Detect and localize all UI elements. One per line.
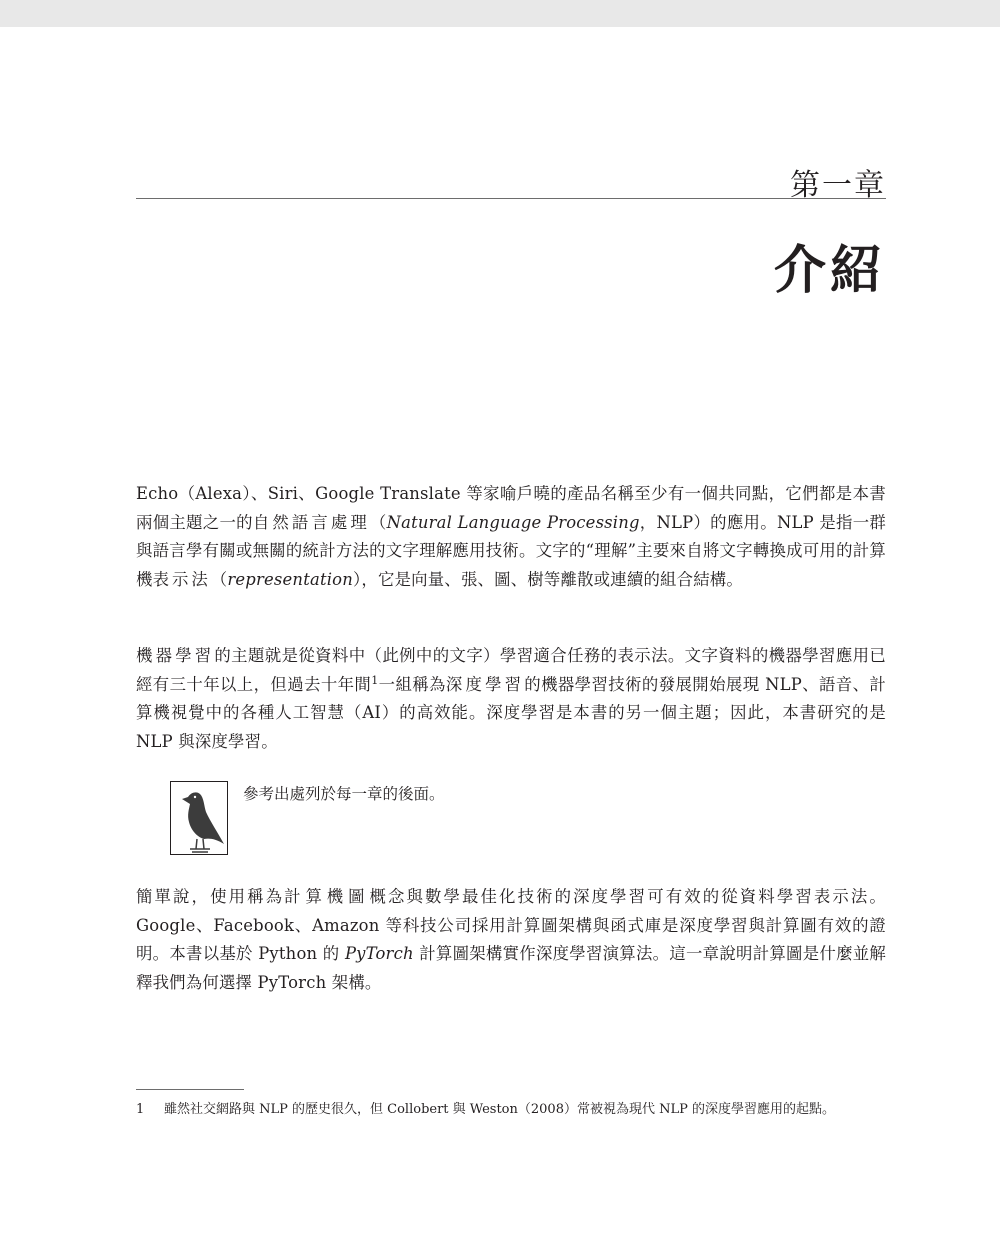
footnote-number: 1 — [136, 1102, 145, 1117]
term-computational-graph: 計算機圖 — [284, 887, 370, 906]
term-nlp: 自然語言處理 — [252, 512, 370, 532]
footnote-text: 雖然社交網路與 NLP 的歷史很久，但 Collobert 與 Weston（2008）常被視為現代 NLP 的深度學習應用的起點。 — [164, 1102, 835, 1117]
top-bar — [0, 0, 1000, 27]
note-text: 參考出處列於每一章的後面。 — [243, 785, 445, 803]
crow-icon — [170, 781, 228, 855]
term-representation: 表示法 — [152, 569, 211, 589]
chapter-label: 第一章 — [790, 168, 886, 203]
paragraph-3-text-c: 計算圖架構實作深度學習演算法。這一章說明計算圖是什麼並解釋我們為何選擇 PyTorch 架構。 — [136, 944, 887, 992]
paragraph-1-text-b: （ — [369, 512, 387, 532]
paragraph-1-text-c: ，NLP）的應用。NLP 是指一群與語言學有關或無關的統計方法的文字理解應用技術。文字的“理解”主要來自將文字轉換成可用的計算機 — [136, 512, 886, 589]
paragraph-1-text-d: （ — [210, 569, 228, 589]
chapter-title: 介紹 — [773, 241, 886, 301]
english-term-nlp: Natural Language Processing — [386, 512, 640, 532]
footnote-ref[interactable]: 1 — [371, 673, 379, 687]
footnote-rule — [136, 1089, 244, 1090]
paragraph-1 — [136, 480, 886, 594]
english-term-representation: representation — [227, 569, 354, 589]
paragraph-2 — [136, 642, 886, 756]
term-machine-learning: 機器學習 — [136, 646, 215, 665]
term-deep-learning: 深度學習 — [445, 674, 525, 694]
paragraph-1-text-a: Echo（Alexa）、Siri、Google Translate 等家喻戶曉的產品名稱至少有一個共同點，它們都是本書兩個主題之一的 — [136, 484, 886, 532]
english-term-pytorch: PyTorch — [344, 944, 414, 963]
paragraph-2-text-c: 的機器學習技術的發展開始展現 NLP、語音、計算機視覺中的各種人工智慧（AI）的高效能。深度學習是本書的另一個主題；因此，本書研究的是 NLP 與深度學習。 — [136, 674, 886, 751]
paragraph-3-text-b: 概念與數學最佳化技術的深度學習可有效的從資料學習表示法。Google、Facebook、Amazon 等科技公司採用計算圖架構與函式庫是深度學習與計算圖有效的證明。本書以基於 Python 的 — [136, 887, 887, 963]
paragraph-2-text-a: 的主題就是從資料中（此例中的文字）學習適合任務的表示法。文字資料的機器學習應用已經有三十年以上，但過去十年間 — [136, 646, 887, 694]
paragraph-2-text-b: 一組稱為 — [378, 674, 446, 694]
paragraph-3-text-a: 簡單說，使用稱為 — [136, 887, 285, 906]
paragraph-1-text-e: ），它是向量、張、圖、樹等離散或連續的組合結構。 — [353, 569, 743, 589]
paragraph-3 — [136, 883, 886, 997]
chapter-rule — [136, 198, 886, 199]
